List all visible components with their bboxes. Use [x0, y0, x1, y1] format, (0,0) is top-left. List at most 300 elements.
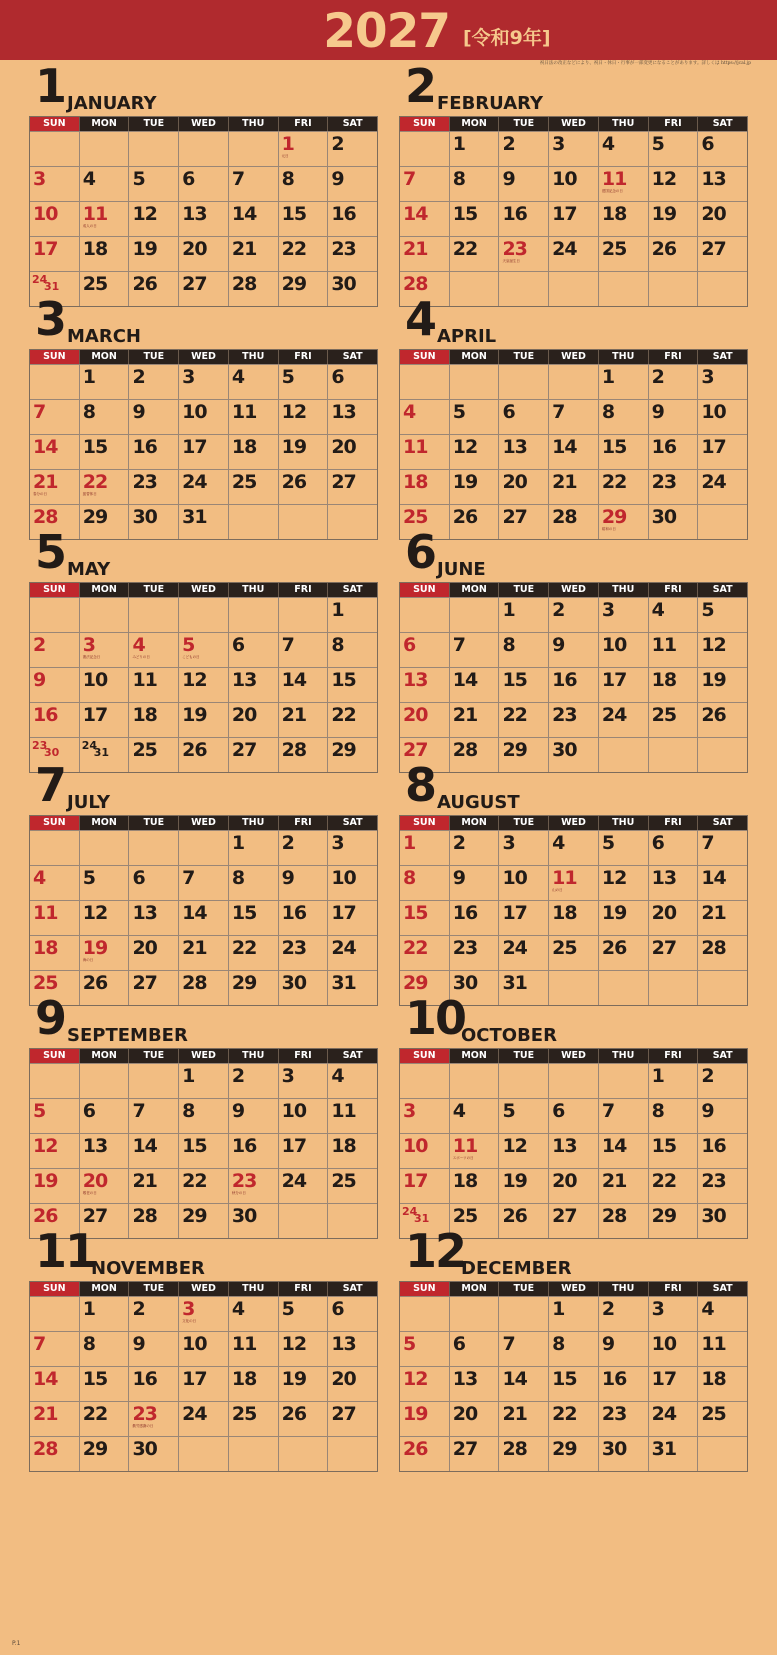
day-cell	[498, 1134, 548, 1168]
day-number: 28	[502, 1438, 527, 1460]
day-cell	[327, 1402, 377, 1436]
day-cell	[548, 831, 598, 865]
day-cell	[178, 435, 228, 469]
day-number: 1	[182, 1065, 195, 1087]
day-number: 11	[701, 1333, 726, 1355]
week-row	[400, 236, 747, 271]
day-cell	[178, 470, 228, 504]
day-number: 26	[182, 739, 207, 761]
day-number: 31	[93, 746, 110, 759]
day-cell	[598, 202, 648, 236]
day-cell	[228, 1402, 278, 1436]
weekday-tue: TUE	[498, 583, 548, 597]
day-number: 19	[701, 669, 726, 691]
weekday-tue: TUE	[498, 117, 548, 131]
month-header	[399, 60, 748, 114]
week-row	[400, 1133, 747, 1168]
empty-cell	[178, 132, 228, 166]
day-number: 18	[452, 1170, 478, 1192]
day-number: 24	[601, 704, 627, 726]
day-cell	[178, 866, 228, 900]
day-cell	[548, 237, 598, 271]
day-cell	[228, 470, 278, 504]
day-cell	[449, 866, 499, 900]
day-cell	[128, 1367, 178, 1401]
month-name: DECEMBER	[461, 1258, 572, 1279]
day-number: 4	[452, 1100, 465, 1122]
day-number: 21	[403, 238, 428, 260]
day-cell	[697, 1169, 747, 1203]
day-number: 21	[502, 1403, 527, 1425]
day-cell	[648, 633, 698, 667]
day-cell	[278, 202, 328, 236]
day-number: 9	[552, 634, 565, 656]
day-number: 17	[33, 238, 58, 260]
day-number: 31	[331, 972, 356, 994]
empty-cell	[79, 598, 129, 632]
day-number: 15	[82, 1368, 108, 1390]
day-cell	[400, 470, 449, 504]
day-cell	[30, 866, 79, 900]
holiday-label: 成人の日	[82, 224, 97, 228]
week-row	[400, 1436, 747, 1471]
holiday-label: 建国記念の日	[601, 189, 623, 193]
month-name: JULY	[67, 792, 111, 813]
day-cell	[79, 703, 129, 737]
month-name: MAY	[67, 559, 111, 580]
day-number: 18	[701, 1368, 726, 1390]
weekday-wed: WED	[548, 1282, 598, 1296]
day-number: 6	[552, 1100, 565, 1122]
day-number: 15	[82, 436, 108, 458]
day-cell	[128, 237, 178, 271]
day-number: 25	[132, 739, 157, 761]
week-row	[30, 667, 377, 702]
day-cell	[498, 1402, 548, 1436]
day-cell	[278, 831, 328, 865]
day-number: 29	[82, 1438, 108, 1460]
day-number: 25	[33, 972, 58, 994]
day-cell	[128, 435, 178, 469]
day-number: 9	[452, 867, 465, 889]
holiday-label: 海の日	[82, 958, 94, 962]
day-number: 12	[82, 902, 108, 924]
day-cell	[327, 901, 377, 935]
weekday-fri: FRI	[648, 1282, 698, 1296]
week-row	[30, 201, 377, 236]
weekday-thu: THU	[598, 350, 648, 364]
day-number: 3	[403, 1100, 416, 1122]
day-cell	[400, 703, 449, 737]
day-cell	[648, 1169, 698, 1203]
day-cell	[598, 901, 648, 935]
day-number: 8	[331, 634, 344, 656]
day-number: 8	[651, 1100, 664, 1122]
week-row	[30, 1063, 377, 1098]
day-number: 3	[281, 1065, 294, 1087]
day-number: 24	[552, 238, 577, 260]
empty-cell	[498, 1064, 548, 1098]
day-number: 25	[651, 704, 677, 726]
day-cell	[30, 470, 79, 504]
day-cell	[278, 470, 328, 504]
day-cell	[278, 365, 328, 399]
day-number: 25	[452, 1205, 478, 1227]
day-cell	[648, 167, 698, 201]
day-cell	[498, 1367, 548, 1401]
day-cell	[648, 1367, 698, 1401]
day-cell	[178, 633, 228, 667]
day-number: 12	[281, 401, 307, 423]
holiday-label: 敬老の日	[82, 1191, 97, 1195]
day-cell	[648, 202, 698, 236]
day-number: 30	[132, 506, 157, 528]
day-cell	[30, 237, 79, 271]
empty-cell	[548, 365, 598, 399]
week-row	[30, 131, 377, 166]
day-number: 23	[281, 937, 307, 959]
day-number: 22	[231, 937, 257, 959]
day-number: 17	[331, 902, 356, 924]
holiday-label: こどもの日	[182, 655, 200, 659]
empty-cell	[400, 598, 449, 632]
day-number: 2	[601, 1298, 615, 1320]
day-cell	[449, 1099, 499, 1133]
month-header	[29, 1225, 378, 1279]
day-cell	[278, 1332, 328, 1366]
holiday-label: 昭和の日	[601, 527, 616, 531]
day-number: 16	[33, 704, 58, 726]
day-number: 13	[331, 1333, 356, 1355]
weekday-sat: SAT	[327, 350, 377, 364]
weekday-thu: THU	[598, 1049, 648, 1063]
day-number: 17	[182, 1368, 207, 1390]
day-number: 3	[33, 168, 46, 190]
day-number: 7	[552, 401, 565, 423]
day-number: 12	[132, 203, 157, 225]
day-number: 13	[331, 401, 356, 423]
day-cell	[128, 866, 178, 900]
day-number: 2	[132, 1298, 145, 1320]
day-number: 10	[701, 401, 726, 423]
day-number: 30	[132, 1438, 157, 1460]
day-cell	[548, 202, 598, 236]
day-number: 27	[82, 1205, 108, 1227]
day-cell	[697, 668, 747, 702]
empty-cell	[128, 598, 178, 632]
empty-cell	[79, 1064, 129, 1098]
day-number: 13	[231, 669, 257, 691]
month-table	[29, 582, 378, 773]
day-number: 17	[601, 669, 627, 691]
weekday-mon: MON	[449, 117, 499, 131]
day-number: 27	[701, 238, 726, 260]
day-cell	[128, 167, 178, 201]
day-number: 30	[452, 972, 478, 994]
day-cell	[498, 1099, 548, 1133]
day-cell	[228, 901, 278, 935]
day-number: 9	[33, 669, 46, 691]
day-cell	[697, 167, 747, 201]
day-cell	[449, 901, 499, 935]
empty-cell	[79, 831, 129, 865]
weekday-thu: THU	[228, 1049, 278, 1063]
day-number: 30	[552, 739, 577, 761]
era-label: [令和9年]	[463, 27, 551, 49]
day-cell	[278, 1367, 328, 1401]
weekday-wed: WED	[548, 1049, 598, 1063]
day-cell	[278, 1064, 328, 1098]
day-number: 28	[452, 739, 478, 761]
day-cell	[449, 831, 499, 865]
day-number: 14	[502, 1368, 527, 1390]
day-number: 14	[701, 867, 726, 889]
day-cell	[79, 167, 129, 201]
day-number: 21	[452, 704, 478, 726]
day-number: 16	[601, 1368, 627, 1390]
empty-cell	[128, 132, 178, 166]
day-number: 20	[182, 238, 207, 260]
weekday-sat: SAT	[327, 1282, 377, 1296]
day-number: 1	[403, 832, 416, 854]
day-number: 26	[403, 1438, 428, 1460]
day-number: 4	[403, 401, 416, 423]
month-name: JUNE	[437, 559, 486, 580]
day-number: 12	[601, 867, 627, 889]
weekday-wed: WED	[548, 350, 598, 364]
week-row	[30, 830, 377, 865]
day-number: 13	[502, 436, 527, 458]
day-number: 19	[33, 1170, 58, 1192]
day-cell	[278, 435, 328, 469]
day-number: 30	[231, 1205, 257, 1227]
day-cell	[178, 1402, 228, 1436]
day-number: 4	[82, 168, 95, 190]
day-cell	[228, 435, 278, 469]
day-number: 4	[601, 133, 615, 155]
day-cell	[648, 1134, 698, 1168]
day-number: 9	[601, 1333, 615, 1355]
day-number: 19	[601, 902, 627, 924]
weekday-mon: MON	[79, 1049, 129, 1063]
day-number: 11	[33, 902, 58, 924]
day-number: 20	[82, 1170, 108, 1192]
day-number: 28	[552, 506, 577, 528]
day-cell	[327, 831, 377, 865]
day-cell	[697, 202, 747, 236]
day-number: 1	[281, 133, 294, 155]
day-number: 11	[82, 203, 108, 225]
weekday-tue: TUE	[128, 1282, 178, 1296]
day-cell	[697, 1099, 747, 1133]
week-row	[400, 865, 747, 900]
weekday-wed: WED	[548, 117, 598, 131]
empty-cell	[228, 1437, 278, 1471]
day-number: 1	[601, 366, 615, 388]
day-number: 11	[132, 669, 157, 691]
day-cell	[598, 470, 648, 504]
day-cell	[598, 866, 648, 900]
day-number: 18	[231, 1368, 257, 1390]
day-cell	[30, 1134, 79, 1168]
month-november	[29, 1224, 378, 1460]
day-number: 12	[651, 168, 677, 190]
day-number: 18	[601, 203, 627, 225]
empty-cell	[278, 1437, 328, 1471]
day-cell	[128, 703, 178, 737]
day-cell	[697, 470, 747, 504]
day-number: 22	[82, 471, 108, 493]
day-number: 31	[414, 1212, 430, 1225]
day-cell	[30, 435, 79, 469]
day-cell	[598, 1099, 648, 1133]
day-cell	[278, 1099, 328, 1133]
day-cell	[79, 202, 129, 236]
day-cell	[128, 901, 178, 935]
holiday-label: 天皇誕生日	[502, 259, 520, 263]
day-cell	[30, 1332, 79, 1366]
month-table	[29, 815, 378, 1006]
empty-cell	[697, 1437, 747, 1471]
weekday-mon: MON	[449, 816, 499, 830]
day-cell	[449, 936, 499, 970]
week-row	[30, 1401, 377, 1436]
weekday-sun: SUN	[30, 1282, 79, 1296]
day-cell	[598, 936, 648, 970]
weekday-header	[400, 350, 747, 364]
day-cell	[548, 1099, 598, 1133]
week-row	[400, 1366, 747, 1401]
day-number: 20	[651, 902, 677, 924]
day-number: 28	[231, 273, 257, 295]
month-december	[399, 1224, 748, 1460]
day-number: 26	[502, 1205, 527, 1227]
day-cell	[327, 1367, 377, 1401]
day-number: 10	[601, 634, 627, 656]
day-cell	[278, 668, 328, 702]
day-cell	[327, 633, 377, 667]
day-number: 23	[601, 1403, 627, 1425]
day-cell	[228, 1332, 278, 1366]
day-cell	[697, 132, 747, 166]
day-cell	[449, 668, 499, 702]
day-cell	[498, 1169, 548, 1203]
month-header	[29, 992, 378, 1046]
holiday-label: 春分の日	[33, 492, 47, 496]
day-cell	[30, 1402, 79, 1436]
month-name: JANUARY	[67, 93, 157, 114]
day-cell	[648, 668, 698, 702]
day-number: 7	[33, 1333, 46, 1355]
day-number: 17	[552, 203, 577, 225]
day-number: 26	[601, 937, 627, 959]
month-number: 1	[35, 59, 66, 113]
day-number: 13	[651, 867, 677, 889]
day-number: 1	[452, 133, 465, 155]
day-cell	[400, 1437, 449, 1471]
day-number: 12	[452, 436, 478, 458]
day-number: 4	[651, 599, 664, 621]
month-july	[29, 758, 378, 994]
day-cell	[598, 633, 648, 667]
day-number: 17	[502, 902, 527, 924]
day-number: 11	[331, 1100, 356, 1122]
day-cell	[648, 237, 698, 271]
day-cell	[498, 831, 548, 865]
day-number: 6	[132, 867, 145, 889]
holiday-label: みどりの日	[132, 655, 150, 659]
month-number: 10	[405, 991, 466, 1045]
month-january	[29, 59, 378, 295]
day-number: 3	[182, 1298, 195, 1320]
day-number: 28	[33, 506, 58, 528]
month-table	[399, 582, 748, 773]
day-cell	[128, 1437, 178, 1471]
day-number: 27	[331, 471, 356, 493]
day-cell	[548, 1332, 598, 1366]
day-number: 2	[231, 1065, 245, 1087]
weekday-thu: THU	[228, 1282, 278, 1296]
day-cell	[327, 866, 377, 900]
day-number: 30	[331, 273, 356, 295]
day-number: 11	[452, 1135, 478, 1157]
month-header	[29, 60, 378, 114]
day-number: 10	[281, 1100, 307, 1122]
day-number: 19	[403, 1403, 428, 1425]
day-cell	[648, 400, 698, 434]
day-cell	[598, 831, 648, 865]
weekday-wed: WED	[178, 117, 228, 131]
week-row	[30, 632, 377, 667]
day-number: 14	[132, 1135, 157, 1157]
day-number: 7	[132, 1100, 145, 1122]
day-cell	[278, 1402, 328, 1436]
day-cell	[598, 1367, 648, 1401]
week-row	[400, 131, 747, 166]
month-october	[399, 991, 748, 1227]
day-cell	[648, 365, 698, 399]
day-number: 25	[231, 471, 257, 493]
day-cell	[79, 901, 129, 935]
day-number: 1	[231, 832, 245, 854]
day-number: 10	[33, 203, 58, 225]
day-number: 31	[502, 972, 527, 994]
weekday-wed: WED	[548, 816, 598, 830]
empty-cell	[30, 132, 79, 166]
day-cell	[548, 703, 598, 737]
day-number: 19	[182, 704, 207, 726]
day-cell	[598, 435, 648, 469]
holiday-label: 勤労感謝の日	[132, 1424, 154, 1428]
day-number: 24	[502, 937, 527, 959]
week-row	[400, 597, 747, 632]
day-cell	[178, 1332, 228, 1366]
week-row	[400, 667, 747, 702]
month-table	[399, 815, 748, 1006]
day-number: 4	[231, 1298, 245, 1320]
weekday-thu: THU	[598, 1282, 648, 1296]
day-cell	[400, 167, 449, 201]
day-cell	[697, 831, 747, 865]
day-number: 16	[132, 436, 157, 458]
day-number: 18	[403, 471, 428, 493]
day-cell	[178, 202, 228, 236]
weekday-wed: WED	[178, 583, 228, 597]
weekday-fri: FRI	[278, 350, 328, 364]
day-cell	[79, 435, 129, 469]
day-number: 13	[403, 669, 428, 691]
day-number: 21	[33, 1403, 58, 1425]
